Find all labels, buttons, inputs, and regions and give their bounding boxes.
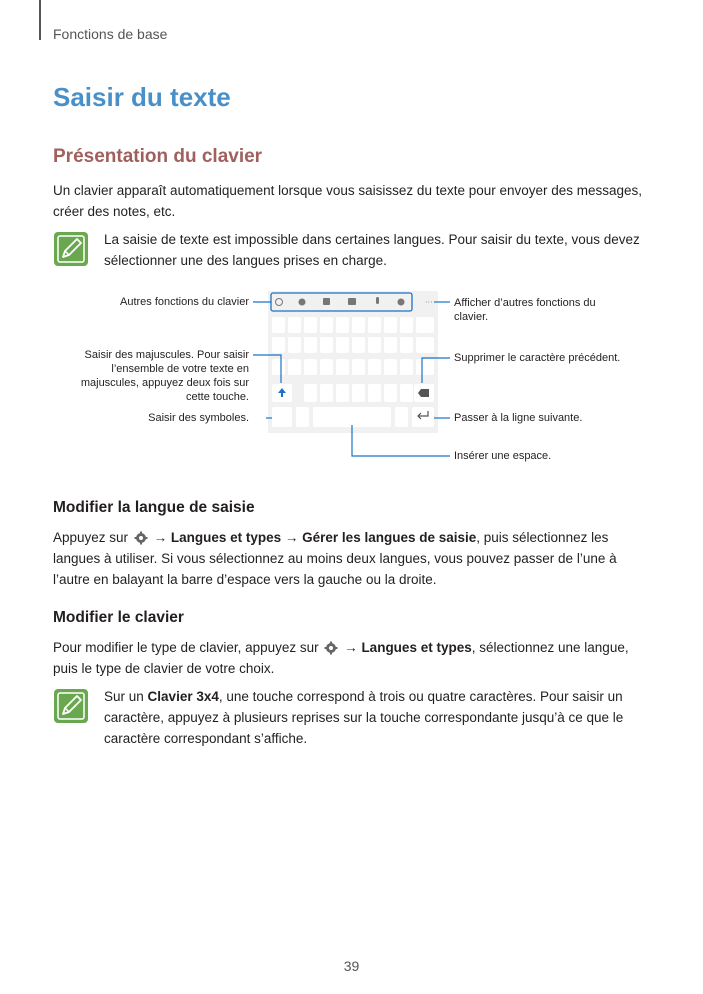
- subheading-input-language: Modifier la langue de saisie: [53, 499, 255, 516]
- keyboard-type-3x4: Clavier 3x4: [147, 689, 219, 704]
- page-number: 39: [343, 958, 360, 974]
- text-fragment: , une touche correspond à trois ou quatre caractères. Pour saisir un caractère, appuyez à plusieurs reprises sur la touche correspondante jusqu’à ce que le caractère correspondant s’affiche.: [104, 689, 624, 746]
- menu-path-languages: Langues et types: [361, 640, 472, 655]
- callout-other-functions: Autres fonctions du clavier: [119, 296, 249, 308]
- note-1-text: La saisie de texte est impossible dans certaines langues. Pour saisir du texte, vous devez sélectionner une des langues prises en charge.: [104, 232, 640, 268]
- callout-space: Insérer une espace.: [454, 450, 552, 462]
- svg-text:···: ···: [425, 298, 433, 307]
- arrow: →: [344, 640, 358, 655]
- callout-uppercase: Saisir des majuscules. Pour saisir l’ensemble de votre texte en majuscules, appuyez deux fois sur cette touche.: [80, 349, 249, 403]
- header-rule: [39, 0, 41, 40]
- subheading-change-keyboard: Modifier le clavier: [53, 609, 184, 626]
- header-section-title: Fonctions de base: [53, 26, 168, 42]
- text-fragment: , puis sélectionnez les langues à utiliser. Si vous sélectionnez au moins deux langues, vous pouvez passer de l’une à l’autre en balayant la barre d’espace vers la gauche ou la droite.: [53, 530, 617, 587]
- note-pencil-icon: [53, 688, 89, 724]
- arrow: →: [284, 530, 299, 545]
- paragraph-change-keyboard: [53, 637, 648, 679]
- menu-path-languages: Langues et types: [170, 530, 282, 545]
- arrow: →: [153, 530, 168, 545]
- note-2-text: [104, 686, 649, 749]
- text-fragment: Appuyez sur: [53, 530, 129, 545]
- gear-icon: [324, 641, 338, 655]
- page-title: Saisir du texte: [53, 82, 231, 112]
- callout-enter: Passer à la ligne suivante.: [454, 412, 583, 424]
- section-title: Présentation du clavier: [53, 146, 263, 167]
- gear-icon: [134, 531, 148, 545]
- callout-more-functions: Afficher d’autres fonctions du clavier.: [454, 297, 596, 323]
- text-fragment: , sélectionnez une langue, puis le type de clavier de votre choix.: [53, 640, 629, 676]
- note-pencil-icon: [53, 231, 89, 267]
- intro-paragraph: Un clavier apparaît automatiquement lorsque vous saisissez du texte pour envoyer des messages, créer des notes, etc.: [53, 183, 643, 219]
- text-fragment: Sur un: [104, 689, 144, 704]
- menu-path-manage-languages: Gérer les langues de saisie: [302, 530, 477, 545]
- callout-delete: Supprimer le caractère précédent.: [454, 352, 621, 364]
- paragraph-input-language: [53, 527, 643, 590]
- keyboard-diagram: [0, 285, 703, 475]
- callout-symbols: Saisir des symboles.: [148, 412, 249, 424]
- text-fragment: Pour modifier le type de clavier, appuyez sur: [53, 640, 319, 655]
